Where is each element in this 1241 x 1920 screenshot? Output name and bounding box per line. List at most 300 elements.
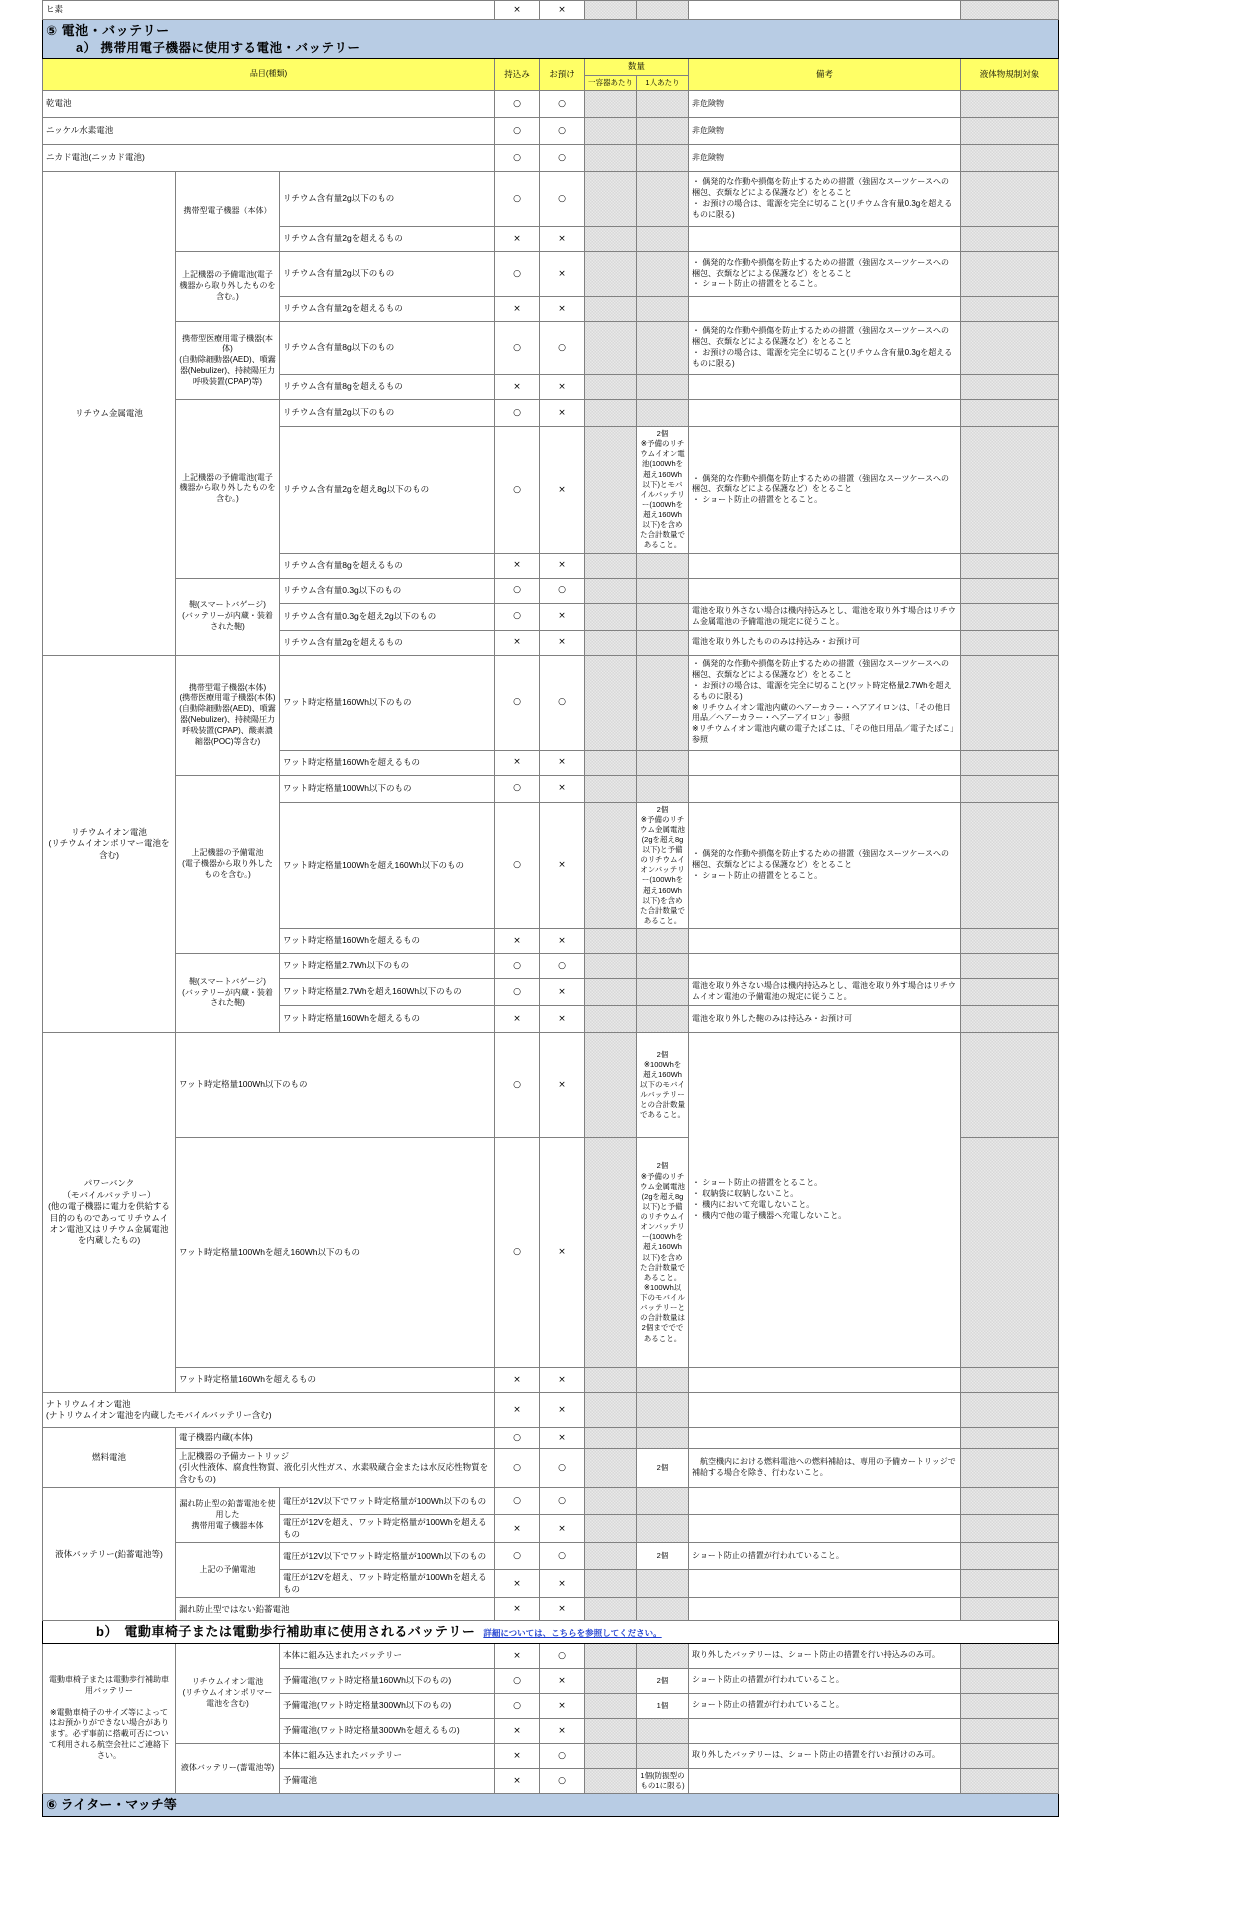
liquid-rule-cell bbox=[961, 1488, 1059, 1515]
quantity-na-cell bbox=[637, 322, 689, 375]
availability-mark: ○ bbox=[540, 1488, 585, 1515]
liquid-rule-cell bbox=[961, 1393, 1059, 1428]
device-type: 携帯型医療用電子機器(本体) (自動除細動器(AED)、噴霧器(Nebulizer)、持続陽圧力呼吸装置(CPAP)等) bbox=[176, 322, 280, 400]
availability-mark: × bbox=[540, 427, 585, 554]
availability-mark: ○ bbox=[495, 1668, 540, 1693]
quantity-na-cell bbox=[585, 1768, 637, 1793]
spec-condition: 予備電池(ワット時定格量300Whを超えるもの) bbox=[280, 1718, 495, 1743]
outside-margin bbox=[1059, 375, 1236, 400]
battery-category: 燃料電池 bbox=[43, 1428, 176, 1488]
quantity-na-cell bbox=[637, 1718, 689, 1743]
remarks-cell bbox=[689, 227, 961, 252]
availability-mark: × bbox=[540, 929, 585, 954]
table-row bbox=[43, 1598, 1236, 1621]
quantity-note: 1個 bbox=[637, 1693, 689, 1718]
availability-mark: × bbox=[495, 297, 540, 322]
quantity-na-cell bbox=[637, 1570, 689, 1598]
outside-margin bbox=[1059, 1428, 1236, 1449]
quantity-na-cell bbox=[585, 375, 637, 400]
quantity-na-cell bbox=[637, 227, 689, 252]
table-row bbox=[43, 1488, 1236, 1515]
remarks-cell: ショート防止の措置が行われていること。 bbox=[689, 1543, 961, 1570]
outside-margin bbox=[1059, 750, 1236, 775]
spec-condition: 予備電池 bbox=[280, 1768, 495, 1793]
spec-condition: ワット時定格量100Whを超え160Wh以下のもの bbox=[176, 1138, 495, 1368]
quantity-na-cell bbox=[585, 1138, 637, 1368]
availability-mark: × bbox=[540, 750, 585, 775]
availability-mark: × bbox=[540, 297, 585, 322]
device-type: 携帯型電子機器(本体) (携帯医療用電子機器(本体) (自動除細動器(AED)、噴霧器(Nebulizer)、持続陽圧力呼吸装置(CPAP)、酸素濃縮器(POC)等含む) bbox=[176, 655, 280, 775]
remarks-cell: 電池を取り外した鞄のみは持込み・お預け可 bbox=[689, 1006, 961, 1033]
liquid-rule-cell bbox=[961, 630, 1059, 655]
availability-mark: ○ bbox=[495, 252, 540, 297]
liquid-rule-cell bbox=[961, 553, 1059, 578]
item-name: 乾電池 bbox=[43, 91, 495, 118]
availability-mark: ○ bbox=[495, 954, 540, 979]
liquid-rule-cell bbox=[961, 1643, 1059, 1668]
quantity-na-cell bbox=[637, 172, 689, 227]
remarks-cell: 非危険物 bbox=[689, 91, 961, 118]
quantity-na-cell bbox=[637, 1428, 689, 1449]
availability-mark: × bbox=[540, 1693, 585, 1718]
stub-label: ヒ素 bbox=[43, 1, 495, 20]
remarks-cell: 電池を取り外したもののみは持込み・お預け可 bbox=[689, 630, 961, 655]
battery-category: パワーバンク （モバイルバッテリー） (他の電子機器に電力を供給する目的のものであってリチウムイオン電池又はリチウム金属電池を内蔵したもの) bbox=[43, 1033, 176, 1393]
remarks-cell bbox=[689, 553, 961, 578]
table-row bbox=[43, 322, 1236, 375]
liquid-rule-cell bbox=[961, 400, 1059, 427]
spec-condition: ワット時定格量100Whを超え160Wh以下のもの bbox=[280, 802, 495, 929]
remarks-cell bbox=[689, 1428, 961, 1449]
table-row bbox=[43, 1138, 1236, 1368]
table-row bbox=[43, 1743, 1236, 1768]
availability-mark: × bbox=[495, 1743, 540, 1768]
availability-mark: ○ bbox=[495, 578, 540, 603]
availability-mark: × bbox=[540, 252, 585, 297]
outside-margin bbox=[1059, 252, 1236, 297]
quantity-na-cell bbox=[585, 1598, 637, 1621]
availability-mark: × bbox=[540, 630, 585, 655]
liquid-rule-cell bbox=[961, 1693, 1059, 1718]
quantity-na-cell bbox=[585, 1668, 637, 1693]
quantity-na-cell bbox=[637, 954, 689, 979]
remarks-cell bbox=[689, 929, 961, 954]
header-remarks: 備考 bbox=[689, 59, 961, 91]
availability-mark: × bbox=[540, 1006, 585, 1033]
spec-condition: ワット時定格量2.7Wh以下のもの bbox=[280, 954, 495, 979]
remarks-cell bbox=[689, 1515, 961, 1543]
spec-condition: 電圧が12Vを超え、ワット時定格量が100Whを超えるもの bbox=[280, 1515, 495, 1543]
quantity-na-cell bbox=[585, 1488, 637, 1515]
availability-mark: ○ bbox=[495, 400, 540, 427]
quantity-na-cell bbox=[585, 252, 637, 297]
availability-mark: ○ bbox=[495, 979, 540, 1006]
item-name: ニカド電池(ニッカド電池) bbox=[43, 145, 495, 172]
outside-margin bbox=[1059, 603, 1236, 630]
availability-mark: × bbox=[540, 553, 585, 578]
remarks-cell: ・ ショート防止の措置をとること。 ・ 収納袋に収納しないこと。 ・ 機内において充電しないこと。 ・ 機内で他の電子機器へ充電しないこと。 bbox=[689, 1033, 961, 1368]
quantity-na-cell bbox=[637, 578, 689, 603]
device-type: リチウムイオン電池 (リチウムイオンポリマー電池を含む) bbox=[176, 1643, 280, 1743]
availability-mark: ○ bbox=[540, 578, 585, 603]
battery-category: リチウム金属電池 bbox=[43, 172, 176, 656]
spec-condition: リチウム含有量0.3g以下のもの bbox=[280, 578, 495, 603]
availability-mark: ○ bbox=[540, 1449, 585, 1488]
quantity-na-cell bbox=[637, 1515, 689, 1543]
spec-condition: ワット時定格量100Wh以下のもの bbox=[280, 775, 495, 802]
remarks-cell: ・ 偶発的な作動や損傷を防止するための措置（強固なスーツケースへの梱包、衣類などによる保護など）をとること ・ お預けの場合は、電源を完全に切ること(リチウム含有量0.3gを超えるものに限る) bbox=[689, 172, 961, 227]
header-per-container: 一容器あたり bbox=[585, 75, 637, 90]
quantity-na-cell bbox=[585, 1570, 637, 1598]
quantity-na-cell bbox=[585, 655, 637, 750]
outside-margin bbox=[1059, 1768, 1236, 1793]
quantity-na-cell bbox=[585, 1515, 637, 1543]
quantity-na-cell bbox=[637, 655, 689, 750]
outside-margin bbox=[1059, 172, 1236, 227]
availability-mark: ○ bbox=[540, 1768, 585, 1793]
remarks-cell bbox=[689, 375, 961, 400]
outside-margin bbox=[1059, 1515, 1236, 1543]
liquid-rule-cell bbox=[961, 1718, 1059, 1743]
quantity-na-cell bbox=[585, 750, 637, 775]
quantity-na-cell bbox=[637, 1, 689, 20]
outside-margin bbox=[1059, 1488, 1236, 1515]
availability-mark: × bbox=[540, 1428, 585, 1449]
details-link[interactable]: 詳細については、こちらを参照してください。 bbox=[483, 1628, 662, 1639]
quantity-na-cell bbox=[585, 91, 637, 118]
outside-margin bbox=[1059, 322, 1236, 375]
table-row bbox=[43, 145, 1236, 172]
liquid-rule-cell bbox=[961, 427, 1059, 554]
subsection-b-label: b） bbox=[96, 1624, 118, 1640]
spec-condition: リチウム含有量2g以下のもの bbox=[280, 252, 495, 297]
liquid-rule-cell bbox=[961, 1768, 1059, 1793]
device-type: 鞄(スマートバゲージ) (バッテリーが内蔵・装着された鞄) bbox=[176, 954, 280, 1033]
remarks-cell bbox=[689, 1768, 961, 1793]
remarks-cell bbox=[689, 1718, 961, 1743]
remarks-cell bbox=[689, 297, 961, 322]
section-title-text: 電池・バッテリー bbox=[61, 23, 170, 38]
availability-mark: × bbox=[495, 1768, 540, 1793]
availability-mark: × bbox=[495, 1006, 540, 1033]
availability-mark: × bbox=[495, 1393, 540, 1428]
device-type: 上記機器の予備電池 (電子機器から取り外したものを含む。) bbox=[176, 775, 280, 954]
outside-margin bbox=[1059, 118, 1236, 145]
liquid-rule-cell bbox=[961, 1598, 1059, 1621]
availability-mark: × bbox=[495, 553, 540, 578]
outside-margin bbox=[1059, 59, 1236, 91]
spec-condition: 電圧が12Vを超え、ワット時定格量が100Whを超えるもの bbox=[280, 1570, 495, 1598]
remarks-cell bbox=[689, 1393, 961, 1428]
outside-margin bbox=[1059, 929, 1236, 954]
quantity-na-cell bbox=[637, 1368, 689, 1393]
spec-condition: 電圧が12V以下でワット時定格量が100Wh以下のもの bbox=[280, 1488, 495, 1515]
table-row bbox=[43, 1393, 1236, 1428]
quantity-na-cell bbox=[585, 1368, 637, 1393]
device-type: 上記機器の予備電池(電子機器から取り外したものを含む。) bbox=[176, 252, 280, 322]
availability-mark: × bbox=[495, 1515, 540, 1543]
device-type: 液体バッテリー(蓄電池等) bbox=[176, 1743, 280, 1793]
spec-condition: リチウム含有量2g以下のもの bbox=[280, 400, 495, 427]
availability-mark: ○ bbox=[540, 954, 585, 979]
availability-mark: × bbox=[495, 375, 540, 400]
remarks-cell: ショート防止の措置が行われていること。 bbox=[689, 1693, 961, 1718]
liquid-rule-cell bbox=[961, 1515, 1059, 1543]
availability-mark: × bbox=[495, 750, 540, 775]
quantity-na-cell bbox=[585, 1718, 637, 1743]
availability-mark: × bbox=[540, 1033, 585, 1138]
quantity-na-cell bbox=[637, 979, 689, 1006]
spec-condition: ワット時定格量160Whを超えるもの bbox=[176, 1368, 495, 1393]
remarks-cell bbox=[689, 400, 961, 427]
outside-margin bbox=[1059, 297, 1236, 322]
availability-mark: ○ bbox=[495, 603, 540, 630]
quantity-na-cell bbox=[637, 375, 689, 400]
battery-category: 液体バッテリー(鉛蓄電池等) bbox=[43, 1488, 176, 1621]
availability-mark: × bbox=[540, 1668, 585, 1693]
table-row bbox=[43, 1449, 1236, 1488]
outside-margin bbox=[1059, 655, 1236, 750]
outside-margin bbox=[1059, 1543, 1236, 1570]
header-item: 品目(種類) bbox=[43, 59, 495, 91]
spec-condition: ワット時定格量2.7Whを超え160Wh以下のもの bbox=[280, 979, 495, 1006]
quantity-na-cell bbox=[637, 630, 689, 655]
outside-margin bbox=[1059, 1668, 1236, 1693]
availability-mark: × bbox=[540, 227, 585, 252]
availability-mark: ○ bbox=[495, 1543, 540, 1570]
remarks-cell bbox=[689, 1368, 961, 1393]
item-name: ニッケル水素電池 bbox=[43, 118, 495, 145]
quantity-na-cell bbox=[585, 578, 637, 603]
availability-mark: × bbox=[540, 1718, 585, 1743]
spec-condition: リチウム含有量8gを超えるもの bbox=[280, 375, 495, 400]
outside-margin bbox=[1059, 1621, 1236, 1644]
availability-mark: × bbox=[495, 1368, 540, 1393]
availability-mark: ○ bbox=[495, 802, 540, 929]
section-banner bbox=[43, 20, 1059, 59]
quantity-na-cell bbox=[637, 252, 689, 297]
subsection-b-title: 電動車椅子または電動歩行補助車に使用されるバッテリー bbox=[124, 1624, 476, 1640]
spec-condition: リチウム含有量8gを超えるもの bbox=[280, 553, 495, 578]
liquid-rule-cell bbox=[961, 1368, 1059, 1393]
liquid-rule-cell bbox=[961, 802, 1059, 929]
availability-mark: × bbox=[540, 979, 585, 1006]
outside-margin bbox=[1059, 1643, 1236, 1668]
availability-mark: ○ bbox=[540, 172, 585, 227]
liquid-rule-cell bbox=[961, 145, 1059, 172]
quantity-na-cell bbox=[637, 1598, 689, 1621]
liquid-rule-cell bbox=[961, 297, 1059, 322]
availability-mark: × bbox=[540, 1515, 585, 1543]
remarks-cell bbox=[689, 578, 961, 603]
liquid-rule-cell bbox=[961, 172, 1059, 227]
outside-margin bbox=[1059, 227, 1236, 252]
availability-mark: × bbox=[540, 775, 585, 802]
remarks-cell: 電池を取り外さない場合は機内持込みとし、電池を取り外す場合はリチウム金属電池の予備電池の規定に従うこと。 bbox=[689, 603, 961, 630]
quantity-na-cell bbox=[585, 1393, 637, 1428]
device-type: 鞄(スマートバゲージ) (バッテリーが内蔵・装着された鞄) bbox=[176, 578, 280, 655]
header-per-person: 1人あたり bbox=[637, 75, 689, 90]
quantity-na-cell bbox=[585, 1428, 637, 1449]
quantity-na-cell bbox=[585, 802, 637, 929]
quantity-na-cell bbox=[585, 954, 637, 979]
table-row bbox=[43, 775, 1236, 802]
liquid-rule-cell bbox=[961, 1543, 1059, 1570]
outside-margin bbox=[1059, 1368, 1236, 1393]
availability-mark: ○ bbox=[495, 775, 540, 802]
quantity-na-cell bbox=[637, 91, 689, 118]
quantity-na-cell bbox=[585, 979, 637, 1006]
quantity-na-cell bbox=[637, 1006, 689, 1033]
liquid-rule-cell bbox=[961, 118, 1059, 145]
section-title bbox=[46, 22, 1055, 40]
remarks-cell: ・ 偶発的な作動や損傷を防止するための措置（強固なスーツケースへの梱包、衣類などによる保護など）をとること ・ お預けの場合は、電源を完全に切ること(リチウム含有量0.3gを超えるものに限る) bbox=[689, 322, 961, 375]
table-row bbox=[43, 655, 1236, 750]
table-row bbox=[43, 1033, 1236, 1138]
liquid-rule-cell bbox=[961, 1428, 1059, 1449]
availability-mark: ○ bbox=[495, 1488, 540, 1515]
availability-mark: ○ bbox=[540, 118, 585, 145]
availability-mark: ○ bbox=[495, 1033, 540, 1138]
spec-condition: 予備電池(ワット時定格量160Wh以下のもの) bbox=[280, 1668, 495, 1693]
spec-condition: リチウム含有量2gを超え8g以下のもの bbox=[280, 427, 495, 554]
remarks-cell: ・ 偶発的な作動や損傷を防止するための措置（強固なスーツケースへの梱包、衣類などによる保護など）をとること ・ ショート防止の措置をとること。 bbox=[689, 252, 961, 297]
battery-category: 電動車椅子または電動歩行補助車用バッテリー ※電動車椅子のサイズ等によってはお預かりができない場合があります。必ず事前に搭載可否について利用される航空会社にご連絡下さい。 bbox=[43, 1643, 176, 1793]
table-row bbox=[43, 954, 1236, 979]
remarks-cell: 取り外したバッテリーは、ショート防止の措置を行いお預けのみ可。 bbox=[689, 1743, 961, 1768]
remarks-cell bbox=[689, 750, 961, 775]
outside-margin bbox=[1059, 1393, 1236, 1428]
quantity-na-cell bbox=[637, 297, 689, 322]
header-carry-on: 持込み bbox=[495, 59, 540, 91]
remarks-cell: ・ 偶発的な作動や損傷を防止するための措置（強固なスーツケースへの梱包、衣類などによる保護など）をとること ・ お預けの場合は、電源を完全に切ること(ワット時定格量2.7Whを超えるものに限る) ※ リチウムイオン電池内蔵のヘアーカラー・ヘアアイロンは、「その他日用品／ヘアーカラー・ヘアーアイロン」参照 ※リチウムイオン電池内蔵の電子たばこは、「その他日用品／電子たばこ」参照 bbox=[689, 655, 961, 750]
quantity-na-cell bbox=[637, 400, 689, 427]
outside-margin bbox=[1059, 20, 1236, 59]
quantity-na-cell bbox=[585, 297, 637, 322]
availability-mark: × bbox=[540, 1138, 585, 1368]
outside-margin bbox=[1059, 979, 1236, 1006]
liquid-rule-cell bbox=[961, 1006, 1059, 1033]
subsection-title: 携帯用電子機器に使用する電池・バッテリー bbox=[100, 40, 361, 55]
device-type: 携帯型電子機器（本体） bbox=[176, 172, 280, 252]
quantity-na-cell bbox=[585, 630, 637, 655]
availability-mark: × bbox=[495, 1643, 540, 1668]
quantity-na-cell bbox=[585, 1033, 637, 1138]
quantity-note: 2個 bbox=[637, 1449, 689, 1488]
outside-margin bbox=[1059, 553, 1236, 578]
item-name: ナトリウムイオン電池 (ナトリウムイオン電池を内蔵したモバイルバッテリー含む) bbox=[43, 1393, 495, 1428]
quantity-note: 2個 bbox=[637, 1668, 689, 1693]
quantity-note: 2個 ※予備のリチウムイオン電池(100Whを超え160Wh以下)とモバイルバッテリー(100Whを超え160Wh以下)を含めた合計数量であること。 bbox=[637, 427, 689, 554]
quantity-na-cell bbox=[585, 322, 637, 375]
remarks-cell: 航空機内における燃料電池への燃料補給は、専用の予備カートリッジで補給する場合を除き、行わないこと。 bbox=[689, 1449, 961, 1488]
remarks-cell bbox=[689, 1488, 961, 1515]
quantity-na-cell bbox=[637, 603, 689, 630]
spec-condition: 電子機器内蔵(本体) bbox=[176, 1428, 495, 1449]
outside-margin bbox=[1059, 1033, 1236, 1138]
remarks-cell bbox=[689, 954, 961, 979]
outside-margin bbox=[1059, 1718, 1236, 1743]
quantity-na-cell bbox=[637, 1488, 689, 1515]
availability-mark: ○ bbox=[495, 91, 540, 118]
availability-mark: × bbox=[540, 1368, 585, 1393]
bottom-banner-row bbox=[43, 1794, 1236, 1817]
table-row bbox=[43, 91, 1236, 118]
remarks-cell bbox=[689, 1598, 961, 1621]
availability-mark: ○ bbox=[540, 1543, 585, 1570]
quantity-na-cell bbox=[585, 400, 637, 427]
availability-mark: ○ bbox=[540, 1743, 585, 1768]
quantity-na-cell bbox=[585, 1449, 637, 1488]
availability-mark: × bbox=[495, 1, 540, 20]
spec-condition: ワット時定格量160Whを超えるもの bbox=[280, 1006, 495, 1033]
section-banner-row bbox=[43, 20, 1236, 59]
outside-margin bbox=[1059, 802, 1236, 929]
availability-mark: × bbox=[495, 1570, 540, 1598]
outside-margin bbox=[1059, 1794, 1236, 1817]
availability-mark: ○ bbox=[495, 427, 540, 554]
spec-condition: ワット時定格量160Whを超えるもの bbox=[280, 750, 495, 775]
spec-condition: リチウム含有量0.3gを超え2g以下のもの bbox=[280, 603, 495, 630]
outside-margin bbox=[1059, 1006, 1236, 1033]
outside-margin bbox=[1059, 1138, 1236, 1368]
liquid-rule-cell bbox=[961, 750, 1059, 775]
table-row bbox=[43, 578, 1236, 603]
outside-margin bbox=[1059, 1570, 1236, 1598]
outside-margin bbox=[1059, 954, 1236, 979]
liquid-rule-cell bbox=[961, 252, 1059, 297]
liquid-rule-cell bbox=[961, 91, 1059, 118]
quantity-na-cell bbox=[637, 929, 689, 954]
outside-margin bbox=[1059, 1449, 1236, 1488]
quantity-na-cell bbox=[637, 775, 689, 802]
liquid-rule-cell bbox=[961, 375, 1059, 400]
liquid-rule-cell bbox=[961, 655, 1059, 750]
liquid-rule-cell bbox=[961, 1138, 1059, 1368]
availability-mark: ○ bbox=[495, 172, 540, 227]
availability-mark: × bbox=[495, 1598, 540, 1621]
header-row-1 bbox=[43, 59, 1236, 75]
spec-condition: 漏れ防止型ではない鉛蓄電池 bbox=[176, 1598, 495, 1621]
spec-condition: 本体に組み込まれたバッテリー bbox=[280, 1743, 495, 1768]
liquid-rule-cell bbox=[961, 1449, 1059, 1488]
availability-mark: ○ bbox=[495, 1138, 540, 1368]
next-section-number: ⑥ bbox=[46, 1797, 58, 1813]
table-row-stub bbox=[43, 1, 1236, 20]
quantity-note: 2個 ※予備のリチウム金属電池(2gを超え8g以下)と予備のリチウムイオンバッテリー(100Whを超え160Wh以下)を含めた合計数量であること。 ※100Wh以下のモバイルバッテリーとの合計数量は2個まででであること。 bbox=[637, 1138, 689, 1368]
availability-mark: × bbox=[540, 1, 585, 20]
liquid-rule-cell bbox=[961, 979, 1059, 1006]
device-type: 漏れ防止型の鉛蓄電池を使用した 携帯用電子機器本体 bbox=[176, 1488, 280, 1543]
dangerous-goods-table bbox=[42, 0, 1236, 1817]
spec-condition: 上記機器の予備カートリッジ (引火性液体、腐食性物質、液化引火性ガス、水素吸蔵合金または水反応性物質を含むもの) bbox=[176, 1449, 495, 1488]
quantity-na-cell bbox=[637, 1643, 689, 1668]
quantity-note: 2個 bbox=[637, 1543, 689, 1570]
table-row bbox=[43, 252, 1236, 297]
remarks-cell: ・ 偶発的な作動や損傷を防止するための措置（強固なスーツケースへの梱包、衣類などによる保護など）をとること ・ ショート防止の措置をとること。 bbox=[689, 427, 961, 554]
outside-margin bbox=[1059, 775, 1236, 802]
spec-condition: ワット時定格量160Whを超えるもの bbox=[280, 929, 495, 954]
quantity-na-cell bbox=[585, 227, 637, 252]
spec-condition: リチウム含有量2gを超えるもの bbox=[280, 227, 495, 252]
liquid-rule-cell bbox=[961, 929, 1059, 954]
outside-margin bbox=[1059, 1693, 1236, 1718]
table-row bbox=[43, 1543, 1236, 1570]
quantity-na-cell bbox=[585, 929, 637, 954]
quantity-na-cell bbox=[585, 1006, 637, 1033]
liquid-rule-cell bbox=[961, 1743, 1059, 1768]
section-number: ⑤ bbox=[46, 23, 58, 38]
